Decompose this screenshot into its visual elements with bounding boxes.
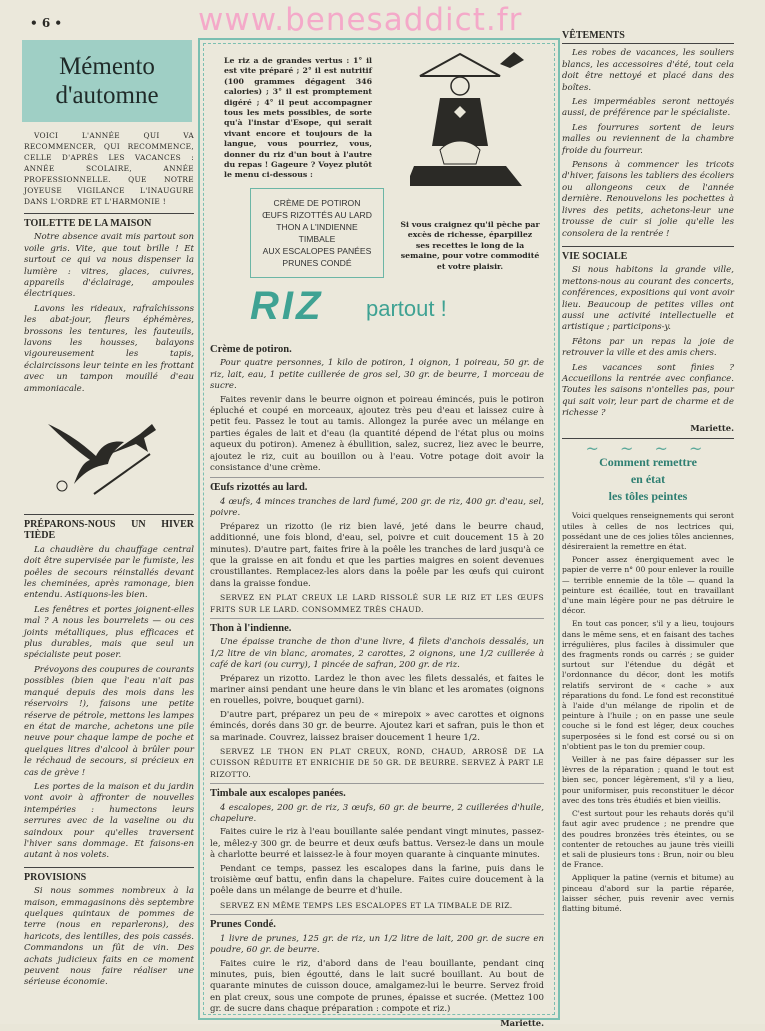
paragraph: Voici quelques renseignements qui seront utiles à celles de nos lectrices qui, possédant une de ces jolies tôles anciennes, désireraient la remettre en état. bbox=[562, 511, 734, 552]
divider bbox=[210, 618, 544, 619]
recipe-title: Prunes Condé. bbox=[210, 919, 276, 931]
recipes bbox=[210, 340, 544, 1031]
illustration-caption: Si vous craignez qu'il pèche par excès de richesse, éparpillez ses recettes le long de la semaine, pour votre commodité et votre plaisir. bbox=[400, 220, 540, 271]
paragraph: La chaudière du chauffage central doit être supervisée par le fumiste, les poêles de secours réinstallés devant les cheminées, après ramonage, bien entendu. Astiquons-les bien. bbox=[24, 544, 194, 601]
swallow-illustration-icon bbox=[40, 394, 166, 504]
toles-body bbox=[562, 511, 734, 914]
recipe-serving: SERVEZ LE THON EN PLAT CREUX, ROND, CHAUD, ARROSÉ DE LA CUISSON RÉDUITE ET ENRICHIE DE 50 GR. DE BEURRE. SERVEZ À PART LE RIZOTTO. bbox=[210, 747, 544, 779]
recipe-method: Préparez un rizotto. Lardez le thon avec les filets dessalés, et faites le mariner ainsi pendant une heure dans le vin blanc et les aromates (oignons en rouelles, poivre, bouquet garni). bbox=[210, 673, 544, 707]
article-title-partout: partout ! bbox=[366, 296, 447, 321]
paragraph: Notre absence avait mis partout son voile gris. Vite, que tout brille ! Et surtout ce qui va nous dispenser la lumière : vitres, glaces, cuivres, appareils d'éclairage, ampoules électriques. bbox=[24, 232, 194, 300]
recipe-ingredients: 1 livre de prunes, 125 gr. de riz, un 1/2 litre de lait, 200 gr. de sucre en poudre, 60 gr. de beurre. bbox=[210, 933, 544, 956]
recipe-method: Faites revenir dans le beurre oignon et poireau émincés, puis le potiron épluché et coupé en morceaux, ajoutez très peu d'eau et laissez cuire à petit feu. Passez le tout au tamis. Allongez la purée avec un mélange en parties égales de lait et d'eau (la quantité dépend de l'état plus ou moins aqueux du potiron). Amenez à ébullition, salez, sucrez, liez avec le beurre, ajoutez le riz, cuit au bouillon ou à l'eau. Votre potage doit avoir la consistance d'une crème. bbox=[210, 394, 544, 474]
recipe-title: Timbale aux escalopes panées. bbox=[210, 788, 346, 800]
left-intro: VOICI L'ANNÉE QUI VA RECOMMENCER, QUI RECOMMENCE, CELLE D'APRÈS LES VACANCES : ANNÉE SCOLAIRE, ANNÉE PROFESSIONNELLE. QUE NOTRE JOYEUSE VIGILANCE L'INAUGURE DANS L'ORDRE ET L'HARMONIE ! bbox=[24, 131, 194, 206]
recipe-serving: SERVEZ EN PLAT CREUX LE LARD RISSOLÉ SUR LE RIZ ET LES ŒUFS FRITS SUR LE LARD. CONSOMMEZ TRÈS CHAUD. bbox=[210, 593, 544, 614]
recipe-method: Faites cuire le riz à l'eau bouillante salée pendant vingt minutes, passez-le, mêlez-y 300 gr. de beurre et deux œufs battus. Versez-le dans un moule à charlotte beurré et laissez-le à four moyen quarante à cinquante minutes. bbox=[210, 827, 544, 861]
rice-intro: Le riz a de grandes vertus : 1° il est vite préparé ; 2° il est nutritif (100 grammes dégagent 346 calories) ; 3° il est promptement digéré ; 4° il peut accompagner tous les mets possibles, de sorte qu'à l'instar d'Esope, qui serait vivant encore et toujours de la langue, vous pourriez, vous, donner du riz d'un bout à l'autre du repas ! Gageure ? Voyez plutôt le menu ci-dessous : bbox=[224, 56, 372, 180]
asian-figure-illustration-icon bbox=[410, 46, 528, 196]
rice-article-frame bbox=[198, 38, 560, 1028]
paragraph: Si nous sommes nombreux à la maison, emmagasinons dès septembre quelques quintaux de pommes de terre (nous en reparlerons), des haricots, des lentilles, des pois cassés. Commandons un fût de vin. Des achats judicieux faits en ce moment peuvent nous faire réaliser une sérieuse économie. bbox=[24, 886, 194, 988]
menu-item: AUX ESCALOPES PANÉES bbox=[262, 246, 372, 256]
divider bbox=[24, 514, 194, 515]
recipe-method: D'autre part, préparez un peu de « mirepoix » avec carottes et oignons émincés, dorés dans 30 gr. de beurre. Ajoutez kari et safran, puis le thon et sa marinade. Couvrez, laissez braiser doucement 1 heure 1/2. bbox=[210, 709, 544, 743]
paragraph: Veiller à ne pas faire dépasser sur les lèvres de la réparation ; quand le tout est bien sec, poncer légèrement, s'il y a lieu, pour uniformiser, puis reconstituer le décor avec des tons très étudiés et bien vieillis. bbox=[562, 755, 734, 805]
paragraph: Les robes de vacances, les souliers blancs, les accessoires d'été, tout cela doit être nettoyé et placé dans des boîtes. bbox=[562, 48, 734, 93]
divider bbox=[562, 246, 734, 247]
recipe-title: Crème de potiron. bbox=[210, 344, 292, 355]
menu-item: ŒUFS RIZOTTÉS AU LARD bbox=[262, 210, 372, 220]
recipe-title: Œufs rizottés au lard. bbox=[210, 482, 308, 494]
left-column-lower bbox=[24, 514, 194, 992]
menu-box bbox=[250, 188, 384, 278]
menu-item: TIMBALE bbox=[298, 234, 336, 244]
memento-title-box bbox=[22, 40, 192, 122]
paragraph: Fêtons par un repas la joie de retrouver la ville et des amis chers. bbox=[562, 336, 734, 359]
menu-item: PRUNES CONDÉ bbox=[282, 258, 352, 268]
memento-title-line1: Mémento bbox=[59, 53, 155, 80]
watermark: www.benesaddict.fr bbox=[198, 2, 523, 38]
article-title-toles: Comment remettre en état les tôles peintes bbox=[599, 455, 697, 504]
paragraph: Les imperméables seront nettoyés aussi, de préférence par le spécialiste. bbox=[562, 97, 734, 119]
menu-item: THON A L'INDIENNE bbox=[276, 222, 358, 232]
page-number: • 6 • bbox=[30, 16, 63, 30]
section-title-toilette: TOILETTE DE LA MAISON bbox=[24, 218, 152, 229]
paragraph: En tout cas poncer, s'il y a lieu, toujours dans le même sens, et en faisant des taches irrégulières, plus faciles à dissimuler que des fragments ronds ou carrés ; se guider surtout sur l'étendue du dégât et l'ordonnance du décor, dont les motifs relatifs serviront de « cache » aux réparations du fond. Le fond est reconstitué à l'aide d'un mélange de ripolin et de peinture à l'huile ; on en passe une seule couche si le fond est léger, deux couches superposées si le fond est corsé ou si on n'obtient pas le ton du premier coup. bbox=[562, 619, 734, 751]
paragraph: Les vacances sont finies ? Accueillons la rentrée avec confiance. Toutes les saisons n'ontelles pas, pour qui sait voir, leur part de charme et de richesse ? bbox=[562, 362, 734, 419]
right-column bbox=[562, 30, 734, 917]
divider bbox=[562, 43, 734, 44]
decorative-tildes: ~ ~ ~ ~ bbox=[585, 439, 711, 458]
paragraph: Les portes de la maison et du jardin vont avoir à affronter de nouvelles intempéries : humectons leurs serrures avec de la vaseline ou du saindoux pour qu'elles traversent l'hiver sans dommage. Et faisons-en autant à nos volets. bbox=[24, 781, 194, 861]
article-title-riz: RIZ bbox=[250, 284, 324, 328]
recipe-ingredients: Pour quatre personnes, 1 kilo de potiron, 1 oignon, 1 poireau, 50 gr. de riz, lait, eau, 1 petite cuillerée de gros sel, 30 gr. de beurre, 1 morceau de sucre. bbox=[210, 358, 544, 392]
paragraph: Poncer assez énergiquement avec le papier de verre n° 00 pour enlever la rouille — terrible ennemie de la tôle — quand la peinture est écaillée, tout en travaillant d'une main légère pour ne pas détruire le décor. bbox=[562, 555, 734, 616]
divider bbox=[24, 867, 194, 868]
paragraph: Les fenêtres et portes joignent-elles mal ? A nous les bourrelets — ou ces joints métalliques, plus efficaces et plus durables, mais que seul un spécialiste peut poser. bbox=[24, 604, 194, 661]
paragraph: Lavons les rideaux, rafraîchissons les abat-jour, fleurs éphémères, brossons les tentures, les fauteuils, lavons les housses, balayons vigoureusement les tapis, éclaircissons leur teinte en les frottant avec un tampon mouillé d'eau ammoniacale. bbox=[24, 303, 194, 394]
divider bbox=[210, 914, 544, 915]
recipe-method: Faites cuire le riz, d'abord dans de l'eau bouillante, pendant cinq minutes, puis, bien égoutté, dans le lait sucré bouillant. Au bout de quarante minutes de cuisson douce, amalgamez-lui le beurre. Servez froid en plat creux, sous une compote de prunes, épaisse et sucrée. (Mettez 100 gr. de sucre dans chaque préparation : compote et riz.) bbox=[210, 958, 544, 1015]
recipe-ingredients: 4 œufs, 4 minces tranches de lard fumé, 200 gr. de riz, 400 gr. d'eau, sel, poivre. bbox=[210, 496, 544, 519]
recipe-title: Thon à l'indienne. bbox=[210, 622, 292, 634]
recipe-ingredients: Une épaisse tranche de thon d'une livre, 4 filets d'anchois dessalés, un 1/2 litre de vin blanc, aromates, 2 carottes, 2 oignons, une 1/2 cuillerée à café de kari (ou curry), 1 pincée de safran, 200 gr. de riz. bbox=[210, 637, 544, 671]
paragraph: Les fourrures sortent de leurs malles ou reviennent de la chambre froide du fourreur. bbox=[562, 122, 734, 156]
recipe-serving: SERVEZ EN MÊME TEMPS LES ESCALOPES ET LA TIMBALE DE RIZ. bbox=[220, 900, 513, 910]
signature: Mariette. bbox=[690, 422, 734, 433]
divider bbox=[210, 783, 544, 784]
memento-title-line2: d'automne bbox=[55, 82, 159, 109]
section-title-hiver: PRÉPARONS-NOUS UN HIVER TIÈDE bbox=[24, 519, 194, 542]
paragraph: Pensons à commencer les tricots d'hiver, faisons les tabliers des écoliers ou allongeons ceux de l'année dernière. Renouvelons les pochettes à livres des petits, achetons-leur une trousse de cuir si jolie qu'elle les consolera de la rentrée ! bbox=[562, 160, 734, 239]
recipe-method: Préparez un rizotto (le riz bien lavé, jeté dans le beurre chaud, additionné, une fois blond, d'eau, sel, poivre et cuit doucement 15 à 20 minutes). D'autre part, faites frire à la poêle les tranches de lard jusqu'à ce que la graisse en ait fondu et que les parties maigres en soient devenues croustillantes. Remplacez-les alors dans la poêle par les œufs qui cuiront dans la graisse fondue. bbox=[210, 521, 544, 589]
section-title-vie-sociale: VIE SOCIALE bbox=[562, 250, 628, 262]
section-title-provisions: PROVISIONS bbox=[24, 871, 87, 883]
paragraph: Prévoyons des coupures de courants possibles (bien que l'eau n'ait pas manqué depuis des mois dans les réservoirs !), faisons une petite réserve de pétrole, mettons les lampes en état de marche, achetons une pile neuve pour chaque lampe de poche et quelques litres d'alcool à brûler pour le réchaud de secours, si précieux en cas de grève ! bbox=[24, 664, 194, 778]
signature: Mariette. bbox=[500, 1017, 544, 1028]
recipe-method: Pendant ce temps, passez les escalopes dans la farine, puis dans le troisième œuf battu, enfin dans la chapelure. Faites cuire doucement à la poêle dans un mélange de beurre et d'huile. bbox=[210, 863, 544, 897]
paragraph: Appliquer la patine (vernis et bitume) au pinceau d'abord sur la partie réparée, laisser sécher, puis revenir avec vernis flatting bitumé. bbox=[562, 873, 734, 913]
menu-item: CRÈME DE POTIRON bbox=[273, 198, 361, 208]
divider bbox=[24, 213, 194, 214]
paragraph: C'est surtout pour les rehauts dorés qu'il faut agir avec prudence ; ne prendre que des poudres bronzées très éteintes, ou se contenter de retouches au jaune très vieilli et sali de plusieurs tons : Brun, noir ou bleu de France. bbox=[562, 809, 734, 870]
left-column bbox=[24, 130, 194, 398]
paragraph: Si nous habitons la grande ville, mettons-nous au courant des concerts, conférences, expositions qui vont avoir lieu. Beaucoup de petites villes ont aussi une activité intellectuelle et artistique ; participons-y. bbox=[562, 265, 734, 333]
divider bbox=[210, 477, 544, 478]
recipe-ingredients: 4 escalopes, 200 gr. de riz, 3 œufs, 60 gr. de beurre, 2 cuillerées d'huile, chapelure. bbox=[210, 802, 544, 825]
section-title-vetements: VÊTEMENTS bbox=[562, 30, 625, 41]
